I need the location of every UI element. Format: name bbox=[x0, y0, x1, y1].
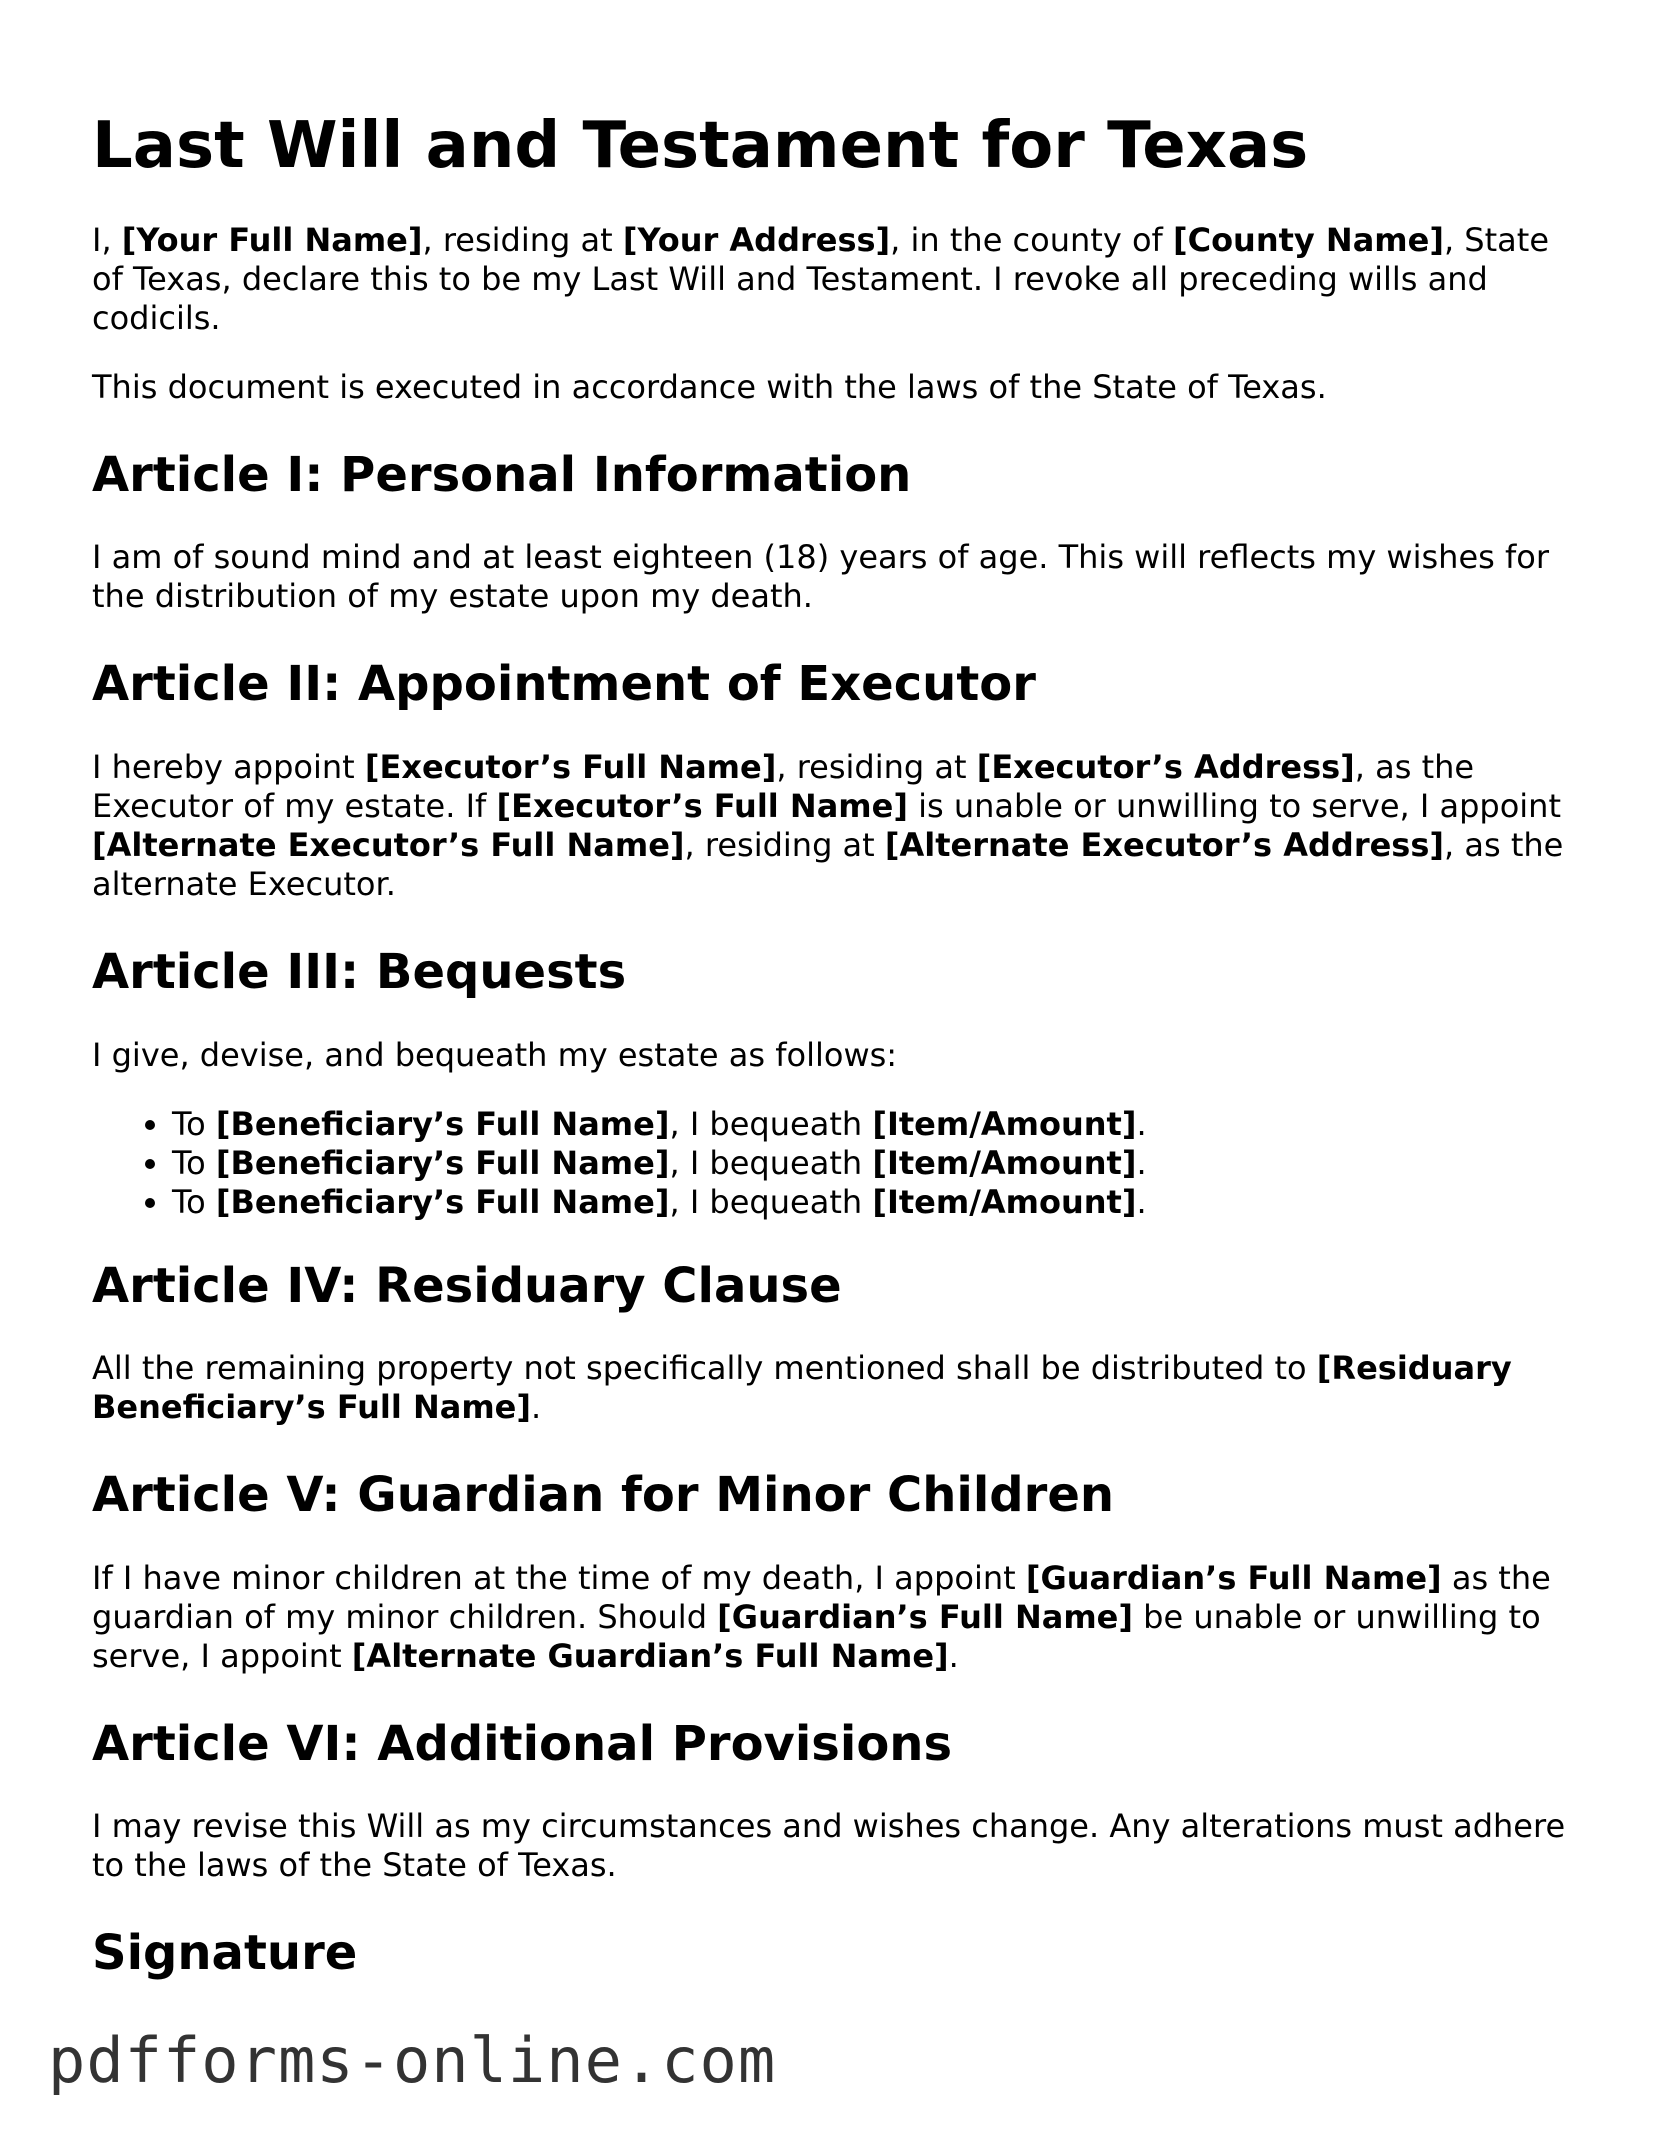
article-2-fragment: I hereby appoint bbox=[92, 747, 365, 786]
bequest-text: . bbox=[1136, 1182, 1147, 1221]
executor-name-placeholder: [Executor’s Full Name] bbox=[364, 747, 777, 786]
article-6-text: I may revise this Will as my circumstances and wishes change. Any alterations must adhere to the laws of the State of Texas. bbox=[92, 1807, 1566, 1885]
article-5-fragment: . bbox=[948, 1636, 959, 1675]
bequest-item bbox=[172, 1105, 1572, 1144]
bequest-item bbox=[172, 1183, 1572, 1222]
bequest-text: . bbox=[1136, 1104, 1147, 1143]
bequest-text: To bbox=[172, 1182, 216, 1221]
article-2-fragment: , as the alternate Executor. bbox=[92, 825, 1564, 903]
watermark: pdfforms-online.com bbox=[48, 2024, 777, 2097]
beneficiary-name-placeholder: [Beneficiary’s Full Name] bbox=[215, 1104, 670, 1143]
bequest-text: To bbox=[172, 1104, 216, 1143]
guardian-name-placeholder: [Guardian’s Full Name] bbox=[1025, 1558, 1442, 1597]
document-title: Last Will and Testament for Texas bbox=[92, 109, 1309, 183]
article-2-fragment: , residing at bbox=[776, 747, 977, 786]
bequest-list bbox=[92, 1105, 1572, 1222]
bequest-text: To bbox=[172, 1143, 216, 1182]
alternate-guardian-name-placeholder: [Alternate Guardian’s Full Name] bbox=[351, 1636, 949, 1675]
article-5-heading: Article V: Guardian for Minor Children bbox=[92, 1467, 1115, 1524]
bequest-text: , I bequeath bbox=[669, 1143, 873, 1182]
executor-name-placeholder: [Executor’s Full Name] bbox=[496, 786, 908, 825]
article-2-fragment: , residing at bbox=[684, 825, 885, 864]
article-3-heading: Article III: Bequests bbox=[92, 943, 627, 1000]
article-5-fragment: If I have minor children at the time of my death, I appoint bbox=[92, 1558, 1026, 1597]
bequest-text: , I bequeath bbox=[669, 1104, 873, 1143]
article-2-fragment: is unable or unwilling to serve, I appoint bbox=[907, 786, 1561, 825]
article-1-heading: Article I: Personal Information bbox=[92, 446, 912, 503]
county-placeholder: [County Name] bbox=[1172, 220, 1444, 259]
guardian-name-placeholder: [Guardian’s Full Name] bbox=[717, 1597, 1133, 1636]
executor-address-placeholder: [Executor’s Address] bbox=[976, 747, 1355, 786]
execution-statement: This document is executed in accordance with the laws of the State of Texas. bbox=[92, 367, 1327, 406]
article-4-fragment: All the remaining property not specifically mentioned shall be distributed to bbox=[92, 1349, 1317, 1388]
article-5-fragment: as the guardian of my minor children. Should bbox=[92, 1558, 1551, 1636]
item-amount-placeholder: [Item/Amount] bbox=[872, 1143, 1137, 1182]
article-2-text bbox=[92, 748, 1572, 904]
intro-text: , State of Texas, declare this to be my Last Will and Testament. I revoke all preceding wills and codicils. bbox=[92, 220, 1549, 337]
article-6-heading: Article VI: Additional Provisions bbox=[92, 1715, 953, 1772]
intro-text: , in the county of bbox=[890, 220, 1173, 259]
article-2-fragment: , as the Executor of my estate. If bbox=[92, 747, 1475, 825]
article-1-text: I am of sound mind and at least eighteen (18) years of age. This will reflects my wishes for the distribution of my estate upon my death. bbox=[92, 538, 1549, 616]
intro-paragraph bbox=[92, 221, 1572, 338]
bequest-text: . bbox=[1136, 1143, 1147, 1182]
residuary-beneficiary-placeholder: [Residuary Beneficiary’s Full Name] bbox=[92, 1349, 1512, 1427]
testator-name-placeholder: [Your Full Name] bbox=[121, 220, 423, 259]
article-4-fragment: . bbox=[530, 1388, 542, 1427]
alternate-executor-name-placeholder: [Alternate Executor’s Full Name] bbox=[92, 825, 685, 864]
signature-heading: Signature bbox=[92, 1925, 358, 1982]
article-4-heading: Article IV: Residuary Clause bbox=[92, 1257, 842, 1314]
document-page bbox=[92, 108, 1572, 2017]
intro-text: I, bbox=[92, 220, 122, 259]
intro-text: , residing at bbox=[422, 220, 623, 259]
article-4-text bbox=[92, 1349, 1572, 1427]
beneficiary-name-placeholder: [Beneficiary’s Full Name] bbox=[215, 1182, 670, 1221]
article-3-intro: I give, devise, and bequeath my estate as follows: bbox=[92, 1035, 898, 1074]
article-5-text bbox=[92, 1559, 1572, 1676]
article-5-fragment: be unable or unwilling to serve, I appoint bbox=[92, 1597, 1541, 1675]
article-2-heading: Article II: Appointment of Executor bbox=[92, 656, 1036, 713]
testator-address-placeholder: [Your Address] bbox=[622, 220, 891, 259]
beneficiary-name-placeholder: [Beneficiary’s Full Name] bbox=[215, 1143, 670, 1182]
item-amount-placeholder: [Item/Amount] bbox=[872, 1104, 1137, 1143]
item-amount-placeholder: [Item/Amount] bbox=[872, 1182, 1137, 1221]
bequest-text: , I bequeath bbox=[669, 1182, 873, 1221]
bequest-item bbox=[172, 1144, 1572, 1183]
alternate-executor-address-placeholder: [Alternate Executor’s Address] bbox=[884, 825, 1445, 864]
